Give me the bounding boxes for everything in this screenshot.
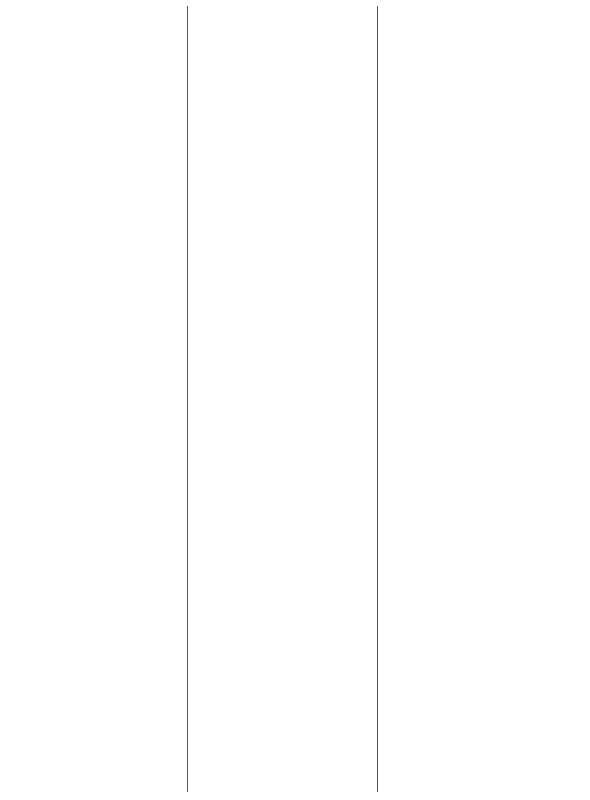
text-column-middle [188, 6, 378, 792]
text-column-left [8, 6, 188, 792]
text-column-right [378, 6, 582, 792]
